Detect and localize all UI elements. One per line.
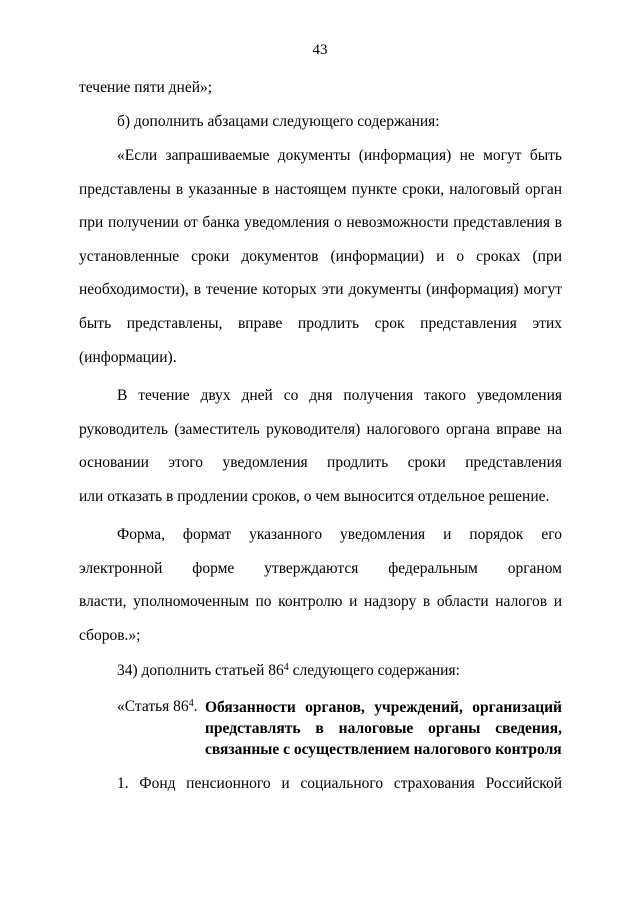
paragraph-request-docs bbox=[79, 139, 562, 374]
item-34-sup: 4 bbox=[283, 662, 289, 673]
text-line: Форма, формат указанного уведомления и порядок его bbox=[117, 526, 562, 543]
article-title-line: представлять в налоговые органы сведения, bbox=[205, 720, 562, 737]
article-title-line: Обязанности органов, учреждений, организаций bbox=[205, 699, 562, 716]
item-34-suffix: следующего содержания: bbox=[288, 662, 460, 679]
text-line: В течение двух дней со дня получения такого уведомления bbox=[117, 387, 562, 404]
item-34-line bbox=[79, 654, 562, 688]
text-line: при получении от банка уведомления о невозможности представления в bbox=[79, 214, 562, 232]
item-34 bbox=[79, 654, 562, 688]
article-label-sup: 4 bbox=[188, 698, 194, 709]
article-title-line: связанные с осуществлением налогового контроля bbox=[205, 741, 562, 758]
text-line: основании этого уведомления продлить сроки представления bbox=[79, 454, 562, 472]
article-label bbox=[117, 697, 198, 717]
paragraph-fund: 1. Фонд пенсионного и социального страхования Российской bbox=[117, 775, 562, 792]
article-title bbox=[205, 697, 562, 760]
text-line: представлены в указанные в настоящем пункте сроки, налоговый орган bbox=[79, 180, 562, 198]
text-line: власти, уполномоченным по контролю и надзору в области налогов и bbox=[79, 593, 562, 611]
paragraph-two-days bbox=[79, 379, 562, 513]
article-label-suffix: . bbox=[193, 698, 198, 715]
article-label-prefix: «Статья 86 bbox=[117, 698, 189, 715]
text-line: б) дополнить абзацами следующего содержания: bbox=[117, 112, 440, 130]
item-34-prefix: 34) дополнить статьей 86 bbox=[117, 662, 284, 679]
text-line: «Если запрашиваемые документы (информация) не могут быть bbox=[117, 147, 562, 164]
text-line: руководитель (заместитель руководителя) налогового органа вправе на bbox=[79, 420, 562, 438]
paragraph-form-format bbox=[79, 518, 562, 652]
text-line: сборов.»; bbox=[79, 626, 141, 644]
text-line: (информации). bbox=[79, 348, 177, 366]
text-line: необходимости), в течение которых эти документы (информация) могут bbox=[79, 281, 562, 299]
text-line: установленные сроки документов (информации) и о сроках (при bbox=[79, 247, 562, 265]
page-number: 43 bbox=[312, 42, 328, 58]
text-block-intro bbox=[79, 71, 562, 138]
text-line: электронной форме утверждаются федеральным органом bbox=[79, 559, 562, 577]
text-line: быть представлены, вправе продлить срок представления этих bbox=[79, 314, 562, 332]
text-line: или отказать в продлении сроков, о чем выносится отдельное решение. bbox=[79, 487, 550, 505]
text-line: течение пяти дней»; bbox=[79, 79, 213, 96]
